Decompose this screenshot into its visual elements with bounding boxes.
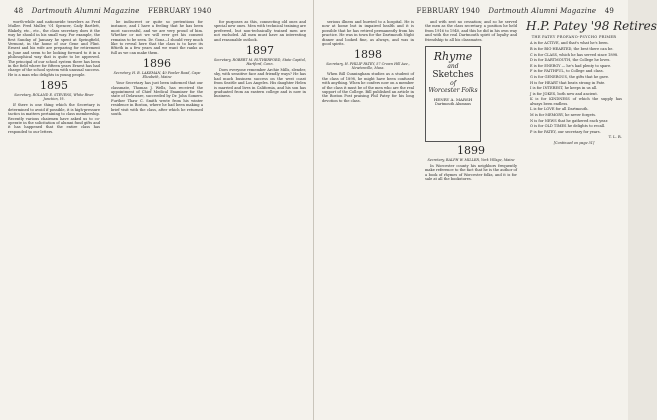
class-year-heading: 1897 [246, 44, 274, 58]
poem-line: M is for MEMORY, he never forgets. [530, 112, 597, 117]
class-secretary: Secretary, RALPH W. MILLER, York Village, Maine [427, 158, 515, 163]
left-page-number: 48 [14, 7, 24, 15]
paragraph: worth-while and nationwide travelers as Fred Muller. Fred Muller, '01 Spencer, Cady Bartlett, Blakely, etc., etc., the class secretary does it the way he should in his small way. For example, the first Sunday of January he spent at Springfield, Vermont, in the home of our Gene and Flint. Ernest and his wife are preparing for retirement in June and seem to be looking forward to it in a philosophical way that is quite to be approved. The principal of our school system there has been in the field where for fifteen years Ernest has had charge of the school system with unusual success. He is a man who delights in young people. [8, 20, 100, 77]
class-secretary: Secretary, H. PHILIP PATEY, 57 Crown Hill Ave., Newtonville, Mass. [326, 62, 410, 71]
left-page-header [8, 7, 217, 15]
paragraph: for purposes as this, connecting old ones and special new ones. Men with technical training are preferred, but non-technically trained men are not excluded. All men must have an interesting and reasonable outlook. [214, 20, 306, 42]
poem-line: F is for FAITHFUL, to College and class. [530, 69, 604, 74]
paragraph: Does everyone remember Archie Mills, slender, shy, with sensitive face and friendly ways? He has had much business success on the west coast from Seattle and Los Angeles. His daughter Helen is married and lives in California, and his son has graduated from an eastern college and is now in business. [214, 68, 306, 99]
paragraph: When Bill Cunningham studies as a student of the class of 1898, he might have been confused with anything. When he confers now on a member of the class it must be of the men who are the real support of the College. Bill published an article in the Boston Post praising Phil Patey for his long devotion to the class. [322, 72, 414, 103]
left-issue-month: FEBRUARY 1940 [148, 7, 212, 15]
left-column-1 [8, 20, 100, 135]
class-year-heading: 1896 [143, 57, 171, 71]
paragraph: In Worcester county his neighbors frequently make reference to the fact that he is the author of a book of rhymes of Worcester folks, and it is for sale at all the bookstores. [425, 164, 517, 182]
right-page [314, 0, 657, 420]
class-year-heading: 1899 [457, 144, 485, 158]
ad-author-note: Dartmouth Alumnus [435, 102, 471, 107]
class-secretary: Secretary, ROBERT M. RUTHERFORD, State Capitol, Hartford, Conn. [214, 58, 306, 67]
continued-note: [Continued on page 51] [553, 140, 595, 145]
book-advertisement [425, 46, 481, 142]
poem-line: E is for ENERGY — he's had plenty to spare. [530, 63, 612, 68]
ad-line-sketches: Sketches [432, 70, 474, 81]
paragraph: If there is one thing which the Secretary is determined to avoid if possible, it is high-pressure tactics in matters pertaining to class membership. Recently various chairmen have asked us to co-operate in the solicitation of alumni fund gifts and it has happened that the entire class has responded to our letters. [8, 103, 100, 134]
paragraph: Your Secretary has just been informed that our classmate, Thomas J. Wells, has received the appointment of Chief Medical Examiner for the state of Delaware, succeeded by Dr. John Somers. Further Thaw C. Smith wrote from his winter residence in Boston, where he had been making a brief visit with the class, after which he returned south. [111, 81, 203, 117]
right-column-1 [322, 20, 414, 104]
ad-line-worcester: Worcester Folks [428, 87, 478, 95]
left-column-3 [214, 20, 306, 100]
right-page-number: 49 [604, 7, 614, 15]
left-column-2 [111, 20, 203, 118]
poem-line: J is for JOKES, both new and ancient. [530, 91, 598, 96]
poem-line: L is for LOVE for all Dartmouth. [530, 107, 589, 112]
paragraph: be indiscreet or quite so pretentious for instance, and I have a feeling that he has been most successful, and we are very proud of him. Whether or not we will ever get his consent remains to be seen. Dr. Gonz—I should very much like to reveal here that the class is to have its fiftieth in a few years and we want the ranks as full as we can make them. [111, 20, 203, 55]
poem-line: C is for CLASS, which he has served since 1898. [530, 52, 619, 57]
left-page [0, 0, 314, 420]
article-subtitle: THE PATEY PROFANO-PSYCHO PRIMER [531, 35, 617, 39]
poem-line: N is for NEWS that he gathered each year. [530, 118, 609, 123]
poem-line: K is for KINDNESS of which the supply has always been endless. [530, 97, 622, 106]
right-page-header [411, 7, 620, 15]
ad-author: HENRY A. MARSH [433, 97, 473, 103]
paragraph: and with zest no cessation; and so he served the men as the class secretary, a position he held from 1916 to 1940, and this he did in his own way and with the real Dartmouth spirit of loyalty and friendship to all his classmates. [425, 20, 517, 42]
ad-line-of: of [450, 80, 456, 88]
left-magazine-title: Dartmouth Alumni Magazine [31, 7, 140, 15]
poem-line: D is for DARTMOUTH, the College he loves. [530, 58, 611, 63]
class-year-heading: 1898 [354, 48, 382, 62]
ad-line-and: and [447, 63, 459, 71]
signature: T. L. R. [608, 134, 622, 140]
primer-poem [526, 41, 622, 134]
poem-line: H is for HEART that beats strong in Pate. [530, 80, 606, 85]
poem-line: A is for ACTIVE, and that's what he's been. [530, 41, 609, 46]
poem-line: I is for INTEREST, he keeps in us all. [530, 86, 598, 91]
poem-line: O is for OLD TIMES he delights to recall. [530, 124, 606, 129]
class-secretary: Secretary, H. B. LAKEMAN, 40 Fowler Road, Cape Elizabeth, Maine [113, 71, 201, 80]
right-magazine-title: Dartmouth Alumni Magazine [488, 7, 597, 15]
poem-line: G is for GENEROUS, the gifts that he gave. [530, 74, 610, 79]
paragraph: serious illness and hurried to a hospital. He is now at home but in impaired health and it is possible that he has retired permanently from his practice. He was in town for the Dartmouth Night dinner and looked fine, as always, and was in good spirits. [322, 20, 414, 47]
right-column-2 [425, 20, 517, 183]
article-title: H.P. Patey '98 Retires [526, 19, 657, 33]
class-year-heading: 1895 [40, 79, 68, 93]
poem-line: B is for BIG-HEARTED, the best there can be. [530, 47, 614, 51]
right-issue-month: FEBRUARY 1940 [416, 7, 480, 15]
poem-line: P is for PATEY, our secretary for years. [530, 129, 601, 134]
right-column-3 [526, 19, 657, 146]
class-secretary: Secretary, ROLAND E. STEVENS, White River Junction, Vt. [14, 93, 94, 102]
ad-line-rhyme: Rhyme [433, 50, 473, 64]
